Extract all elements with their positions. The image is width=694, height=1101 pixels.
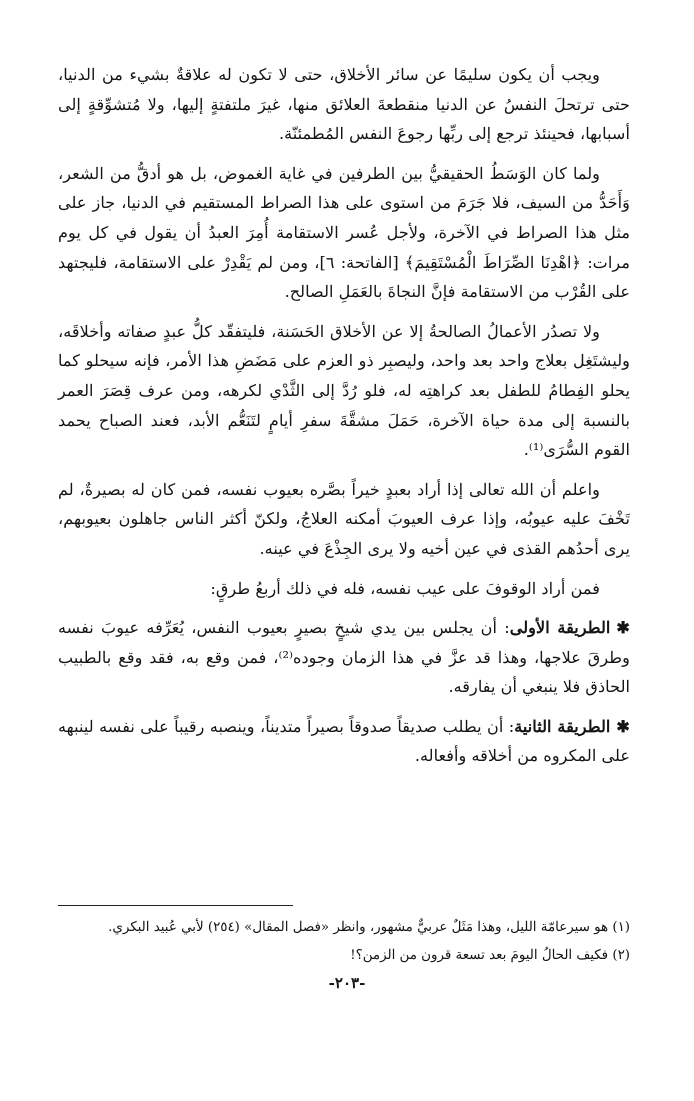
paragraph: ويجب أن يكون سليمًا عن سائر الأخلاق، حتى لا تكون له علاقةٌ بشيء من الدنيا، حتى ترتحلَ النفسُ عن الدنيا منقطعةَ العلائق منها، غيرَ ملتفتةٍ إليها، ولا مُتشوِّقةٍ إلى أسبابها، فحينئذ ترجع إلى ربِّها رجوعَ النفس المُطمئنّة. xyxy=(58,65,630,144)
paragraph: واعلم أن الله تعالى إذا أراد بعبدٍ خيراً بصَّره بعيوب نفسه، فمن كان له بصيرةٌ، لم تَخْفَ عليه عيوبُه، وإذا عرف العيوبَ أمكنه العلاجُ، ولكنّ أكثر الناس جاهلون بعيوبهم، يرى أحدُهم القذى في عين أخيه ولا يرى الجِذْعَ في عينه. xyxy=(58,479,630,558)
footnote: (١) هو سيرعامّة الليل، وهذا مَثَلٌ عربيٌّ مشهور، وانظر «فصل المقال» (٢٥٤) لأبي عُبيد البكري. xyxy=(108,920,630,935)
page-number: -٢٠٣- xyxy=(328,974,366,992)
main-text xyxy=(58,60,630,771)
paragraph: ولا تصدُر الأعمالُ الصالحةُ إلا عن الأخلاق الحَسَنة، فليتفقّد كلُّ عبدٍ صفاته وأخلاقَه، وليشتَغِل بعلاج واحد بعد واحد، وليصبِر ذو العزم على مَضَضِ هذا الأمر، فإنه سيحلو كما يحلو الفِطامُ للطفل بعد كراهتِه له، فلو رُدَّ إلى الثَّدْي لكرهه، ومن عرف قِصَرَ العمر بالنسبة إلى مدة حياة الآخرة، حَمَلَ مشقَّةَ سفرِ أيامٍ لتَنَعُّم الأبد، فعند الصباح يحمد القوم السُّرَى⁽¹⁾. xyxy=(58,321,630,460)
paragraph: فمن أراد الوقوفَ على عيب نفسه، فله في ذلك أربعُ طرقٍ: xyxy=(210,578,600,598)
asterisk-icon: ✱ xyxy=(616,618,630,638)
method-paragraph xyxy=(58,712,630,771)
method-text: : أن يطلب صديقاً صدوقاً بصيراً متديناً، وينصبه رقيباً على نفسه لينبهه على المكروه من أخلاقه وأفعاله. xyxy=(58,716,630,766)
method-title: الطريقة الأولى xyxy=(509,618,611,638)
asterisk-icon: ✱ xyxy=(616,716,630,736)
paragraph: ولما كان الوَسَطُ الحقيقيُّ بين الطرفين في غاية الغموض، بل هو أدقُّ من الشعر، وَأَحَدُّ من السيف، فلا جَرَمَ من استوى على هذا الصراط المستقيم في الدنيا، جاز على مثل هذا الصراط في الآخرة، ولأجل عُسر الاستقامة أُمِرَ العبدُ أن يقول في كل يوم مرات: ﴿اهْدِنَا الصِّرَاطَ الْمُسْتَقِيمَ﴾ [الفاتحة: ٦]، ومن لم يَقْدِرْ على الاستقامة، فليجتهد على القُرْب من الاستقامة فإنَّ النجاةَ بالعَمَلِ الصالح. xyxy=(58,163,630,302)
method-text: : أن يجلس بين يدي شيخٍ بصيرٍ بعيوب النفس، يُعَرِّفه عيوبَ نفسه وطرقَ علاجها، وهذا قد عزَّ في هذا الزمان وجوده⁽²⁾، فمن وقع به، فقد وقع بالطبيب الحاذق فلا ينبغي أن يفارقه. xyxy=(58,618,630,697)
footnote-separator xyxy=(58,905,293,906)
footnotes xyxy=(58,914,630,970)
method-title: الطريقة الثانية xyxy=(514,716,611,736)
footnote: (٢) فكيف الحالُ اليومَ بعد تسعة قرون من الزمن؟! xyxy=(350,948,630,963)
method-paragraph xyxy=(58,613,630,702)
